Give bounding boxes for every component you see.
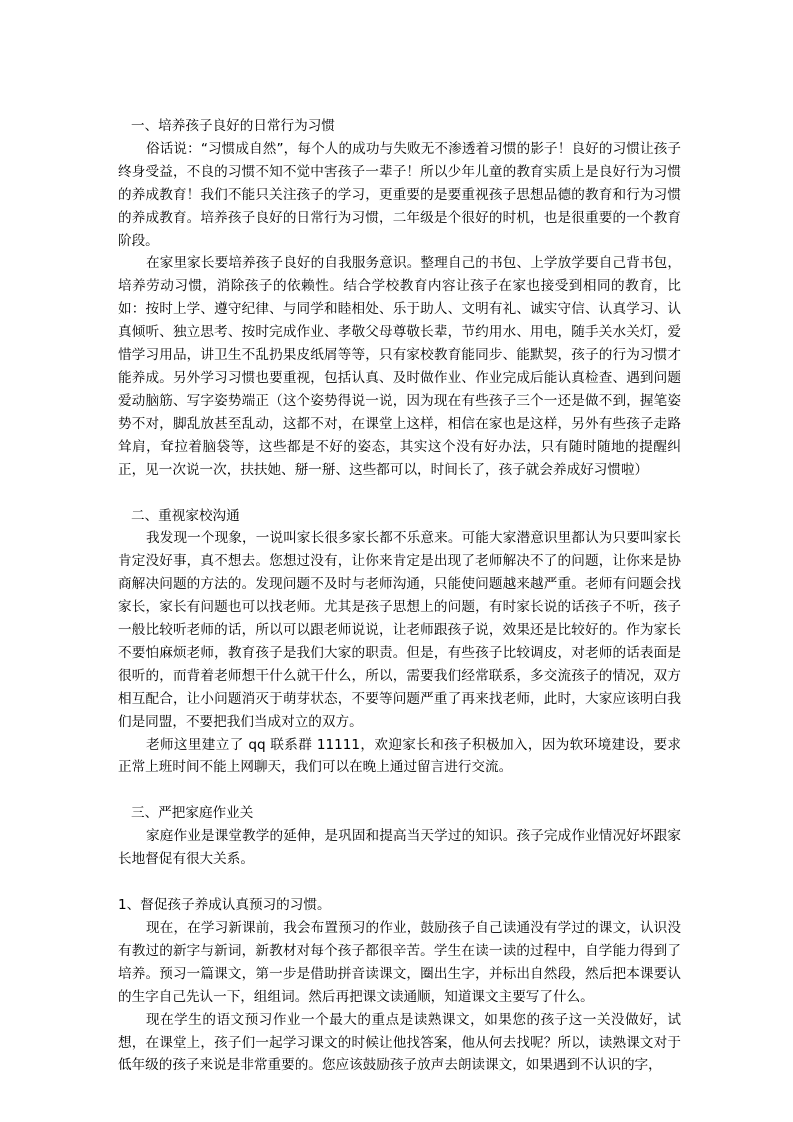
paragraph: 在家里家长要培养孩子良好的自我服务意识。整理自己的书包、上学放学要自己背书包，培养劳动习惯，消除孩子的依赖性。结合学校教育内容让孩子在家也接受到相同的教育，比如：按时上学、遵守纪律、与同学和睦相处、乐于助人、文明有礼、诚实守信、认真学习、认真倾听、独立思考、按时完成作业、孝敬父母尊敬长辈，节约用水、用电，随手关水关灯，爱惜学习用品，讲卫生不乱扔果皮纸屑等等，只有家校教育能同步、能默契，孩子的行为习惯才能养成。另外学习习惯也要重视，包括认真、及时做作业、作业完成后能认真检查、遇到问题爱动脑筋、写字姿势端正（这个姿势得说一说，因为现在有些孩子三个一还是做不到，握笔姿势不对，脚乱放甚至乱动，这都不对，在课堂上这样，相信在家也是这样，另外有些孩子走路耸肩，耷拉着脑袋等，这些都是不好的姿态，其实这个没有好办法，只有随时随地的提醒纠正，见一次说一次，扶扶她、掰一掰、这些都可以，时间长了，孩子就会养成好习惯啦） — [118, 255, 681, 478]
paragraph: 现在学生的语文预习作业一个最大的重点是读熟课文，如果您的孩子这一关没做好，试想，在课堂上，孩子们一起学习课文的时候让他找答案，他从何去找呢？所以，读熟课文对于低年级的孩子来说是非常重要的。您应该鼓励孩子放声去朗读课文，如果遇到不认识的字， — [118, 1011, 681, 1074]
spacer — [118, 482, 681, 505]
paragraph: 现在，在学习新课前，我会布置预习的作业，鼓励孩子自己读通没有学过的课文，认识没有教过的新字与新词，新教材对每个孩子都很辛苦。学生在读一读的过程中，自学能力得到了培养。预习一篇课文，第一步是借助拼音读课文，圈出生字，并标出自然段，然后把本课要认的生字自己先认一下，组组词。然后再把课文读通顺，知道课文主要写了什么。 — [118, 920, 681, 1005]
subsection-heading: 1、督促孩子养成认真预习的习惯。 — [118, 897, 331, 914]
document-body — [118, 115, 681, 1077]
paragraph: 我发现一个现象，一说叫家长很多家长都不乐意来。可能大家潜意识里都认为只要叫家长肯定没好事，真不想去。您想过没有，让你来肯定是出现了老师解决不了的问题，让你来是协商解决问题的方法的。发现问题不及时与老师沟通，只能使问题越来越严重。老师有问题会找家长，家长有问题也可以找老师。尤其是孩子思想上的问题，有时家长说的话孩子不听，孩子一般比较听老师的话，所以可以跟老师说说，让老师跟孩子说，效果还是比较好的。作为家长不要怕麻烦老师，教育孩子是我们大家的职责。但是，有些孩子比较调皮，对老师的话表面是很听的，而背着老师想干什么就干什么，所以，需要我们经常联系，多交流孩子的情况，双方相互配合，让小问题消灭于萌芽状态，不要等问题严重了再来找老师，此时，大家应该明白我们是同盟，不要把我们当成对立的双方。 — [118, 530, 681, 730]
section-heading: 二、重视家校沟通 — [131, 507, 240, 524]
paragraph: 老师这里建立了 qq 联系群 11111，欢迎家长和孩子积极加入，因为软环境建设，要求正常上班时间不能上网聊天，我们可以在晚上通过留言进行交流。 — [118, 736, 681, 776]
section-heading: 三、严把家庭作业关 — [131, 805, 254, 822]
spacer — [118, 779, 681, 802]
section-heading: 一、培养孩子良好的日常行为习惯 — [131, 118, 335, 134]
spacer — [118, 871, 681, 894]
paragraph: 家庭作业是课堂教学的延伸，是巩固和提高当天学过的知识。孩子完成作业情况好坏跟家长地督促有很大关系。 — [118, 828, 681, 868]
paragraph: 俗话说：“习惯成自然”，每个人的成功与失败无不渗透着习惯的影子！良好的习惯让孩子终身受益，不良的习惯不知不觉中害孩子一辈子！所以少年儿童的教育实质上是良好行为习惯的养成教育！我们不能只关注孩子的学习，更重要的是要重视孩子思想品德的教育和行为习惯的养成教育。培养孩子良好的日常行为习惯，二年级是个很好的时机，也是很重要的一个教育阶段。 — [118, 140, 681, 249]
